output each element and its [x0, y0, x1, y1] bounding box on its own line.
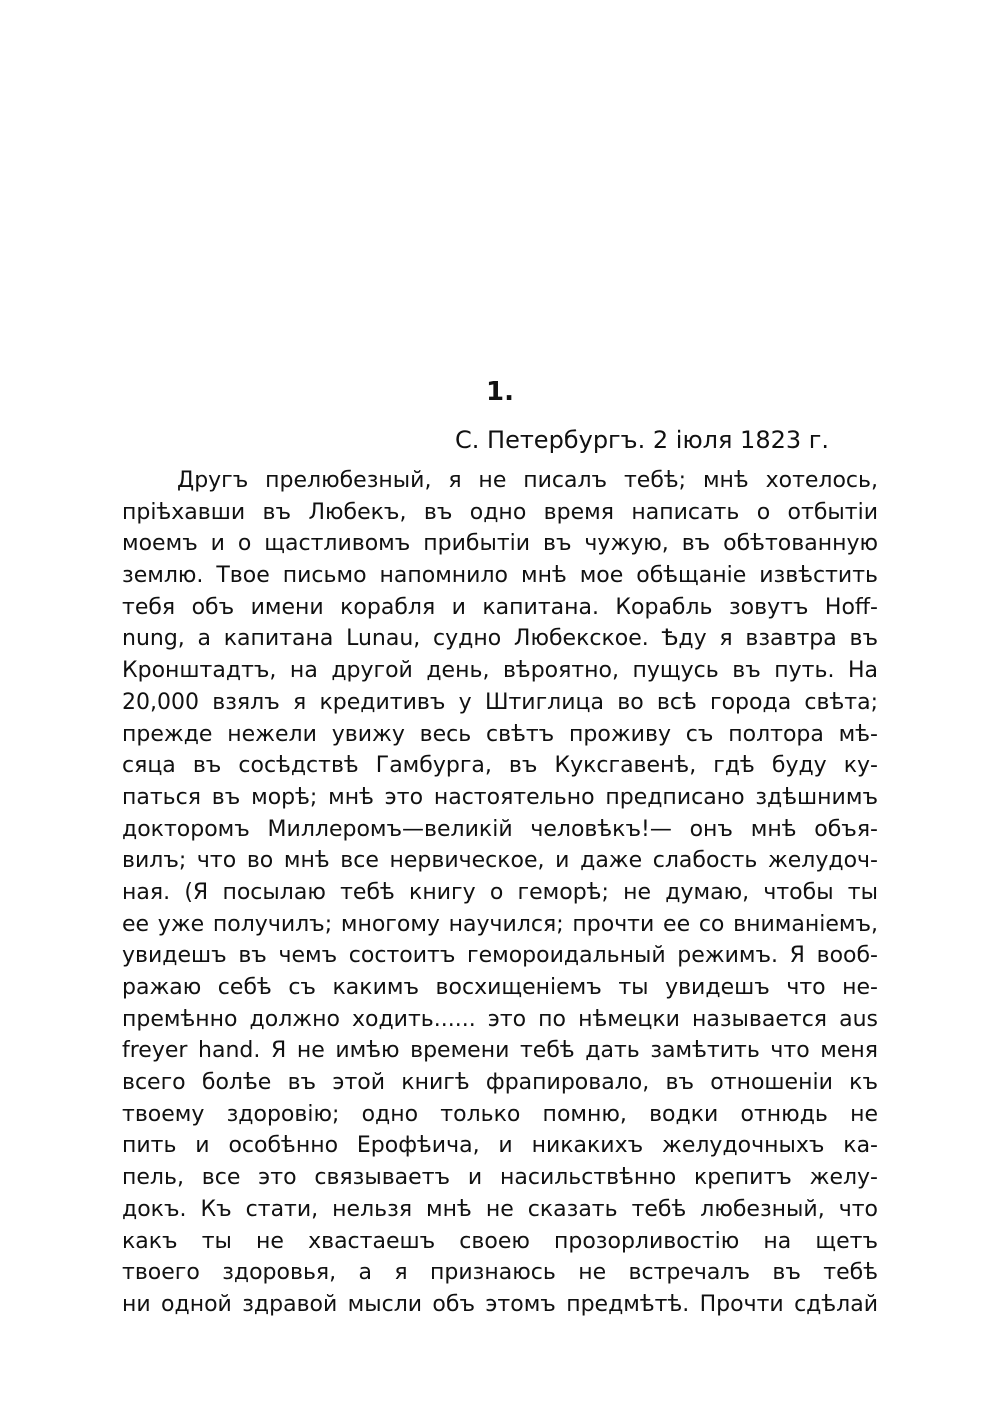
text-line: ражаю себѣ съ какимъ восхищеніемъ ты увидешъ что не- — [122, 975, 878, 1000]
chapter-number: 1. — [486, 377, 514, 407]
text-line: твоего здоровья, а я признаюсь не встречалъ въ тебѣ — [122, 1260, 878, 1286]
text-line: ная. (Я посылаю тебѣ книгу о геморѣ; не думаю, чтобы ты — [122, 879, 878, 905]
text-line: 20,000 взялъ я кредитивъ у Штиглица во всѣ города свѣта; — [122, 689, 878, 715]
text-line: пель, все это связываетъ и насильствѣнно крепитъ желу- — [122, 1165, 878, 1191]
text-line: Кронштадтъ, на другой день, вѣроятно, пущусь въ путь. На — [122, 658, 878, 684]
text-line: пить и особѣнно Ерофѣича, и никакихъ желудочныхъ ка- — [122, 1133, 878, 1159]
text-line: ни одной здравой мысли объ этомъ предмѣтѣ. Прочти сдѣлай — [122, 1291, 878, 1317]
letter-body — [122, 465, 878, 1321]
text-line: всего болѣе въ этой книгѣ фрапировало, въ отношеніи къ — [122, 1070, 878, 1096]
text-line: премѣнно должно ходить...... это по нѣмецки называется aus — [122, 1006, 878, 1032]
text-line: увидешъ въ чемъ состоитъ гемороидальный режимъ. Я вооб- — [122, 943, 878, 969]
text-line: землю. Твое письмо напомнило мнѣ мое обѣщаніе извѣстить — [122, 563, 878, 589]
text-line: паться въ морѣ; мнѣ это настоятельно предписано здѣшнимъ — [122, 784, 878, 810]
letter-dateline: С. Петербургъ. 2 іюля 1823 г. — [455, 426, 829, 454]
text-line: докторомъ Миллеромъ—великій человѣкъ!— онъ мнѣ объя- — [122, 816, 878, 842]
text-line: freyer hand. Я не имѣю времени тебѣ дать замѣтить что меня — [122, 1038, 878, 1064]
text-line: прежде нежели увижу весь свѣтъ проживу съ полтора мѣ- — [122, 721, 878, 747]
text-line: nung, а капитана Lunau, судно Любекское. Ѣду я взавтра въ — [122, 626, 878, 652]
text-line: моемъ и о щастливомъ прибытіи въ чужую, въ обѣтованную — [122, 531, 878, 557]
text-line: тебя объ имени корабля и капитана. Корабль зовутъ Hoff- — [122, 594, 878, 620]
text-line: пріѣхавши въ Любекъ, въ одно время написать о отбытіи — [122, 499, 878, 525]
text-line: докъ. Къ стати, нельзя мнѣ не сказать тебѣ любезный, что — [122, 1196, 878, 1222]
text-line: сяца въ сосѣдствѣ Гамбурга, въ Куксгавенѣ, гдѣ буду ку- — [122, 753, 878, 779]
text-line: ее уже получилъ; многому научился; прочти ее со вниманіемъ, — [122, 911, 878, 937]
text-line: вилъ; что во мнѣ все нервическое, и даже слабость желудоч- — [122, 848, 878, 874]
text-line: Другъ прелюбезный, я не писалъ тебѣ; мнѣ хотелось, — [177, 468, 878, 493]
text-line: твоему здоровію; одно только помню, водки отнюдь не — [122, 1101, 878, 1127]
text-line: какъ ты не хвастаешъ своею прозорливостію на щетъ — [122, 1228, 878, 1254]
